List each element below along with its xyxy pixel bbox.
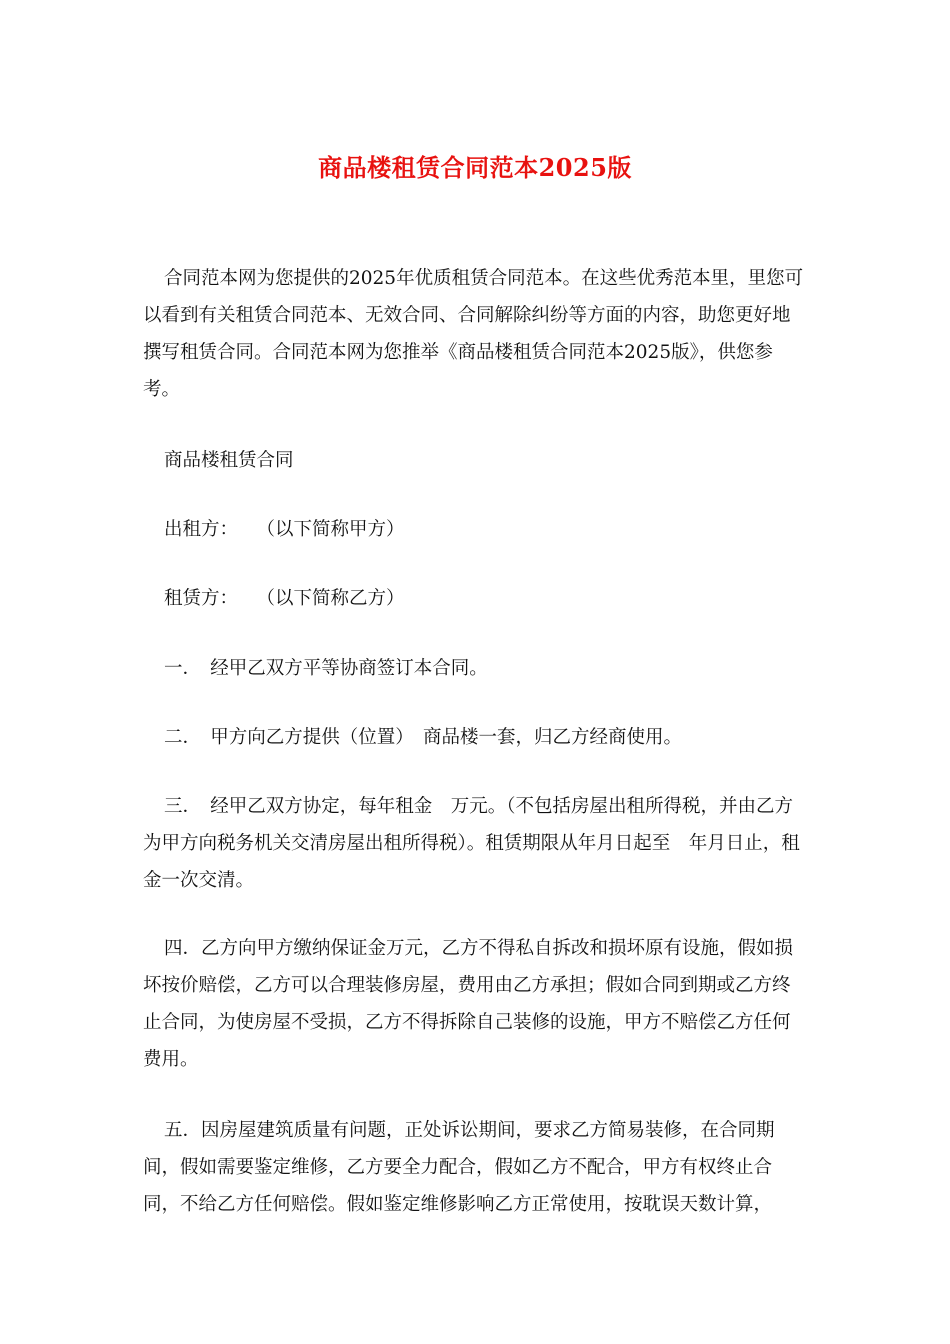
clause-2: 二． 甲方向乙方提供（位置） 商品楼一套，归乙方经商使用。 <box>164 727 683 748</box>
clause-4: 四．乙方向甲方缴纳保证金万元，乙方不得私自拆改和损坏原有设施，假如损坏按价赔偿，乙方可以合理装修房屋，费用由乙方承担；假如合同到期或乙方终止合同，为使房屋不受损，乙方不得拆除自己装修的设施，甲方不赔偿乙方任何费用。 <box>143 938 794 1070</box>
lessee-line: 租赁方： （以下简称乙方） <box>164 588 405 609</box>
clause-1: 一． 经甲乙双方平等协商签订本合同。 <box>164 658 488 679</box>
clause-5: 五．因房屋建筑质量有问题，正处诉讼期间，要求乙方简易装修，在合同期间，假如需要鉴定维修，乙方要全力配合，假如乙方不配合，甲方有权终止合同，不给乙方任何赔偿。假如鉴定维修影响乙方正常使用，按耽误天数计算， <box>143 1120 775 1215</box>
lessor-line: 出租方： （以下简称甲方） <box>164 519 405 540</box>
document-title: 商品楼租赁合同范本2025版 <box>318 153 632 182</box>
intro-paragraph: 合同范本网为您提供的2025年优质租赁合同范本。在这些优秀范本里，里您可以看到有关租赁合同范本、无效合同、合同解除纠纷等方面的内容，助您更好地撰写租赁合同。合同范本网为您推举《商品楼租赁合同范本2025版》，供您参考。 <box>143 268 804 400</box>
contract-heading: 商品楼租赁合同 <box>164 450 294 471</box>
clause-3: 三． 经甲乙双方协定，每年租金 万元。（不包括房屋出租所得税，并由乙方为甲方向税务机关交清房屋出租所得税）。租赁期限从年月日起至 年月日止，租金一次交清。 <box>143 796 800 891</box>
